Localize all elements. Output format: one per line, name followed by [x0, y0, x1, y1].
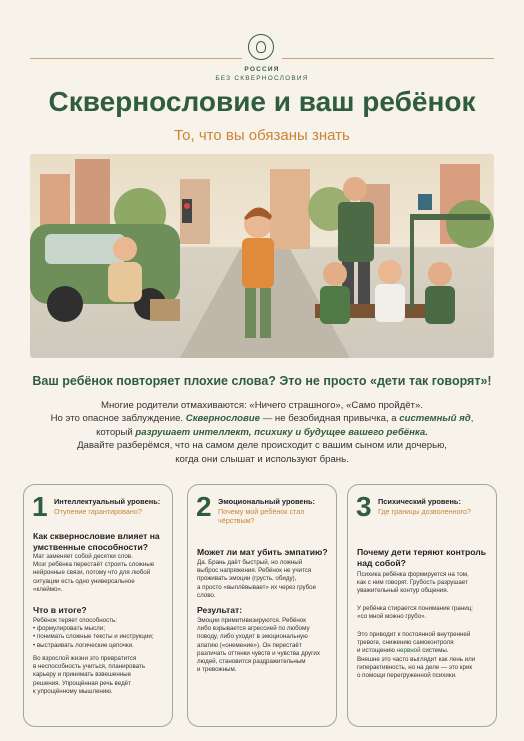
card-level-title: Эмоциональный уровень:	[218, 497, 315, 506]
card-text-1: Психика ребёнка формируется на том, как с ним говорят. Грубость разрушает уважительный контур общения.	[357, 571, 469, 595]
card-text-3: Во взрослой жизни это превратится в неспособность учиться, планировать карьеру и принимать взвешенные решения. Упрощённая речь ведёт к упрощённому мышлению.	[33, 655, 146, 695]
card-question-1: Почему дети теряют контроль над собой?	[357, 547, 487, 568]
card-psychological	[347, 484, 497, 727]
card-text-3: Это приводит к постоянной внутренней тревоге, снижению самоконтроля и истощению нервной системы. Внешне это часто выглядит как лень или гиперактивность, но на деле — это крик о помощи перегруженной психики.	[357, 631, 476, 680]
card-question-2: Что в итоге?	[33, 605, 87, 615]
intro-line-5: когда они слышат и используют брань.	[175, 453, 349, 465]
card-level-subtitle: Где границы дозволенного?	[378, 507, 472, 516]
card-number: 1	[32, 491, 48, 522]
card-text-1: Да. Брань даёт быстрый, но ложный выброс напряжения. Ребёнок не учится проживать эмоции (грусть, обиду), а просто «выплёвывает» их через грубое слово.	[197, 559, 317, 599]
card-emotional	[187, 484, 337, 727]
illustration-svg	[30, 154, 494, 358]
brand-line-1: РОССИЯ	[244, 66, 280, 73]
card-text-1: Мат заменяет собой десятки слов. Мозг ребёнка перестаёт строить сложные нейронные связи, потому что для любой ситуации есть одно универсальное «клеймо».	[33, 553, 155, 593]
divider-left	[30, 58, 242, 59]
card-text-2: Эмоции примитивизируются. Ребёнок либо взрывается агрессией по любому поводу, либо уходит в эмоциональную апатию («онемение»). Он перестаёт различать оттенки чувств и чувства других людей, становится раздражительным и тревожным.	[197, 617, 320, 674]
card-text-2: Ребёнок теряет способность: • формулировать мысли; • понимать сложные тексты и инструкции; • выстраивать логические цепочки.	[33, 617, 154, 649]
page-subtitle: То, что вы обязаны знать	[174, 127, 350, 144]
card-number: 2	[196, 491, 212, 522]
card-question-2: Результат:	[197, 605, 243, 615]
card-level-title: Интеллектуальный уровень:	[54, 497, 161, 506]
card-level-subtitle: Почему мой ребёнок стал чёрствым?	[218, 507, 305, 525]
page-title: Сквернословие и ваш ребёнок	[48, 86, 476, 117]
lead-text: Ваш ребёнок повторяет плохие слова? Это не просто «дети так говорят»!	[32, 374, 492, 388]
brand-line-2: БЕЗ СКВЕРНОСЛОВИЯ	[215, 75, 309, 82]
card-question-1: Может ли мат убить эмпатию?	[197, 547, 328, 557]
card-text-2: У ребёнка стирается понимание границ: «со мной можно грубо».	[357, 605, 473, 621]
card-level-title: Психический уровень:	[378, 497, 461, 506]
intro-line-1: Многие родители отмахиваются: «Ничего страшного», «Само пройдёт».	[101, 400, 423, 411]
street-scene-illustration	[30, 154, 494, 358]
card-level-subtitle: Отупение гарантировано?	[54, 507, 142, 516]
intro-line-3: который разрушает интеллект, психику и будущее вашего ребёнка.	[96, 426, 428, 438]
card-number: 3	[356, 491, 372, 522]
card-intellectual	[23, 484, 173, 727]
intro-line-2: Но это опасное заблуждение. Сквернословие — не безобидная привычка, а системный яд,	[50, 413, 474, 425]
intro-line-4: Давайте разберёмся, что на самом деле происходит с вашим сыном или дочерью,	[77, 440, 447, 452]
divider-right	[282, 58, 494, 59]
card-question-1: Как сквернословие влияет на умственные способности?	[33, 531, 160, 552]
intro-text	[30, 399, 494, 466]
logo-icon	[248, 34, 274, 60]
